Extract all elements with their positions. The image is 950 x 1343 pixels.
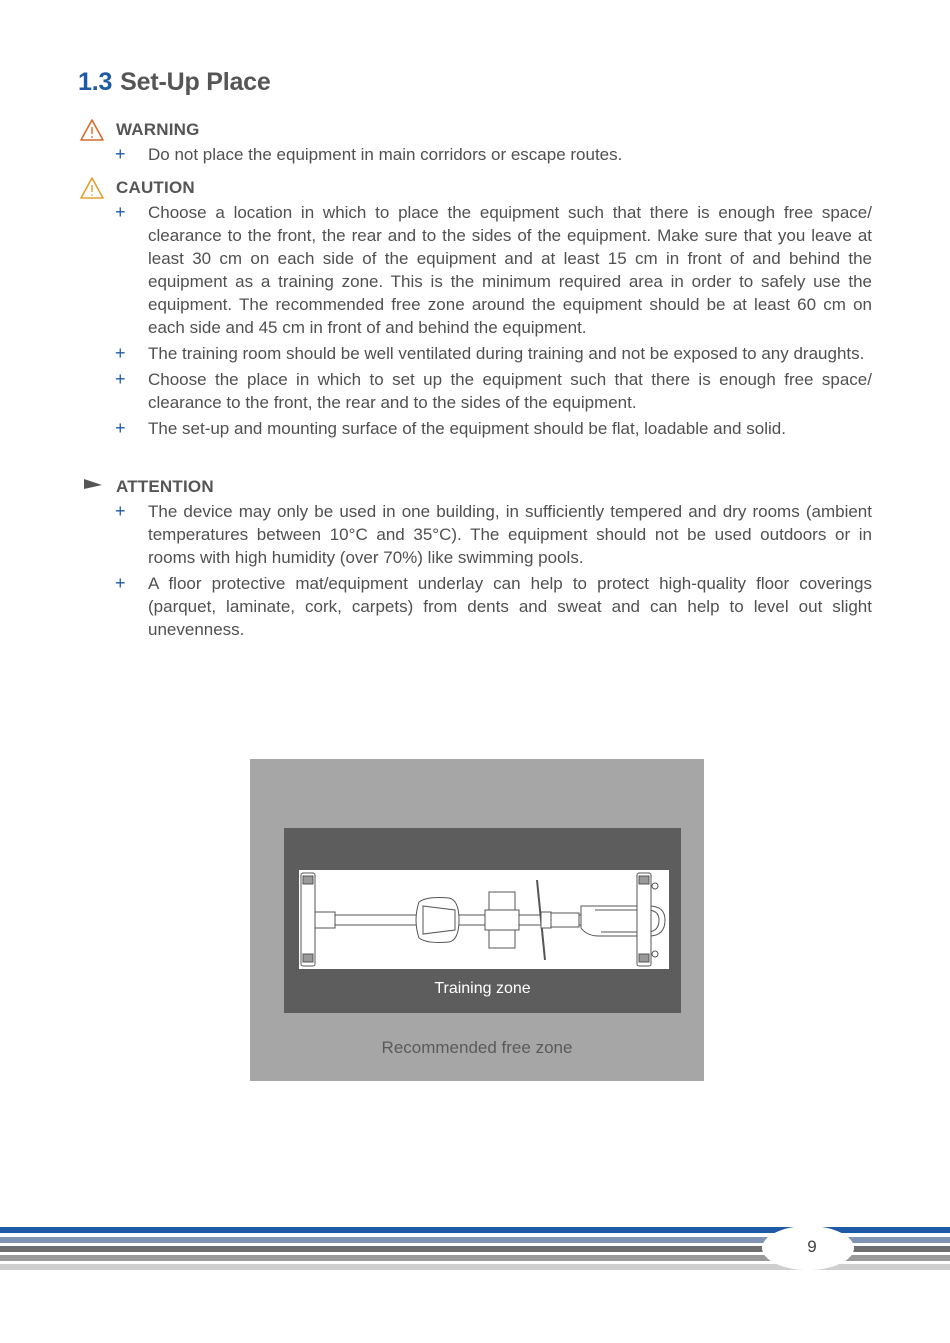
- caution-block: [78, 177, 878, 443]
- plus-bullet-icon: +: [115, 501, 126, 521]
- recommended-free-zone: [250, 759, 704, 1081]
- training-zone-label: Training zone: [434, 980, 531, 997]
- training-zone: [284, 828, 681, 1013]
- attention-label: ATTENTION: [116, 477, 214, 496]
- list-item: + Choose the place in which to set up the equipment such that there is enough free space/ clearance to the front, the rear and to the sides of the equipment.: [115, 369, 872, 412]
- section-number: 1.3: [78, 68, 113, 96]
- list-item: + A floor protective mat/equipment underlay can help to protect high-quality floor coverings (parquet, laminate, cork, carpets) from dents and sweat and can help to level out slight unevenness.: [115, 573, 872, 639]
- rowing-machine-drawing: [299, 870, 669, 969]
- plus-bullet-icon: +: [115, 202, 126, 222]
- warning-block: [78, 119, 878, 169]
- plus-bullet-icon: +: [115, 343, 126, 363]
- plus-bullet-icon: +: [115, 144, 126, 164]
- caution-triangle-icon: [80, 177, 104, 199]
- list-item: + Choose a location in which to place the equipment such that there is enough free space/ clearance to the front, the rear and to the sides of the equipment. Make sure that you leave at least 30 cm on each side of the equipment and at least 15 cm in front of and behind the equipment as a training zone. This is the minimum required area in order to safely use the equipment. The recommended free zone around the equipment should be at least 60 cm on each side and 45 cm in front of and behind the equipment.: [115, 202, 872, 337]
- rowing-machine-image: [299, 870, 669, 969]
- plus-bullet-icon: +: [115, 418, 126, 438]
- plus-bullet-icon: +: [115, 369, 126, 389]
- section-heading: [78, 68, 271, 97]
- list-item: + The training room should be well ventilated during training and not be exposed to any draughts.: [115, 343, 865, 363]
- list-item: + The set-up and mounting surface of the equipment should be flat, loadable and solid.: [115, 418, 786, 438]
- section-title: Set-Up Place: [120, 68, 271, 96]
- attention-arrow-icon: [80, 476, 104, 498]
- free-zone-label: Recommended free zone: [381, 1038, 573, 1057]
- caution-label: CAUTION: [116, 178, 195, 197]
- page-number: 9: [807, 1237, 817, 1256]
- warning-label: WARNING: [116, 120, 200, 139]
- attention-block: [78, 476, 878, 644]
- warning-triangle-icon: [80, 119, 104, 141]
- list-item: + Do not place the equipment in main corridors or escape routes.: [115, 144, 623, 164]
- list-item: + The device may only be used in one building, in sufficiently tempered and dry rooms (ambient temperatures between 10°C and 35°C). The equipment should not be used outdoors or in rooms with high humidity (over 70%) like swimming pools.: [115, 501, 872, 567]
- plus-bullet-icon: +: [115, 573, 126, 593]
